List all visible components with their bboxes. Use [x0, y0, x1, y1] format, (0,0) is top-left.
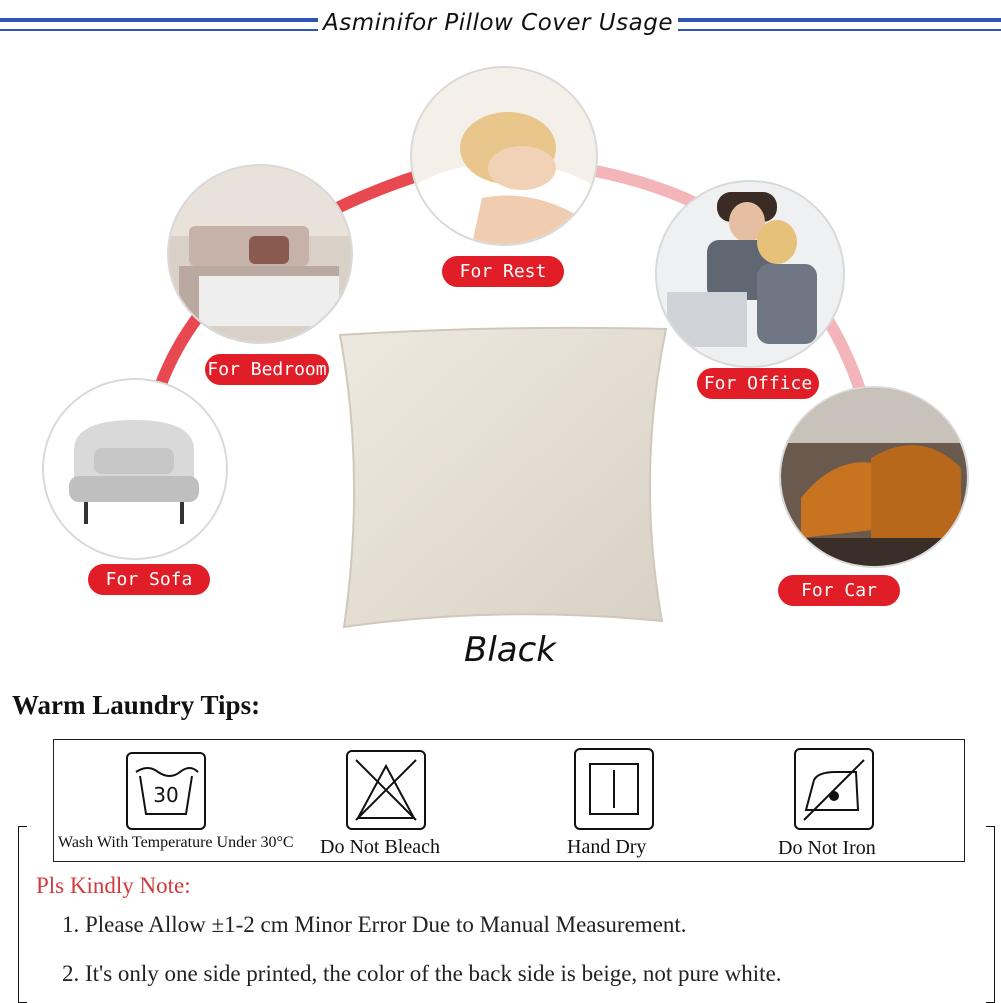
- note-item-2: 2. It's only one side printed, the color of the back side is beige, not pure white.: [62, 961, 782, 986]
- usage-label-sofa: For Sofa: [88, 564, 210, 595]
- laundry-care-box: [53, 739, 965, 862]
- hand-dry-icon: [574, 748, 654, 830]
- laundry-title: Warm Laundry Tips:: [12, 690, 261, 720]
- wash-30-icon: [126, 752, 206, 830]
- no-bleach-icon: [346, 750, 426, 830]
- office-photo: [655, 180, 845, 368]
- wash-label: Wash With Temperature Under 30°C: [58, 834, 294, 851]
- usage-label-bedroom: For Bedroom: [205, 354, 329, 385]
- page-title: Asminifor Pillow Cover Usage: [323, 10, 673, 36]
- car-photo: [779, 386, 969, 568]
- usage-label-rest: For Rest: [442, 256, 564, 287]
- no-iron-label: Do Not Iron: [778, 837, 876, 859]
- hand-dry-label: Hand Dry: [567, 836, 647, 858]
- no-iron-icon: [794, 748, 874, 830]
- rest-photo: [410, 66, 598, 246]
- wash-temp-text: 30: [153, 783, 179, 807]
- note-item-1: 1. Please Allow ±1-2 cm Minor Error Due to Manual Measurement.: [62, 912, 687, 937]
- left-bracket: [18, 826, 27, 1003]
- sofa-photo: [42, 378, 228, 560]
- usage-label-car: For Car: [778, 575, 900, 606]
- pillow-image: [336, 325, 670, 631]
- right-bracket: [986, 826, 995, 1003]
- no-bleach-label: Do Not Bleach: [320, 836, 440, 858]
- note-title: Pls Kindly Note:: [36, 873, 191, 898]
- bedroom-photo: [167, 164, 353, 344]
- product-color-name: Black: [464, 630, 556, 670]
- usage-label-office: For Office: [697, 368, 819, 399]
